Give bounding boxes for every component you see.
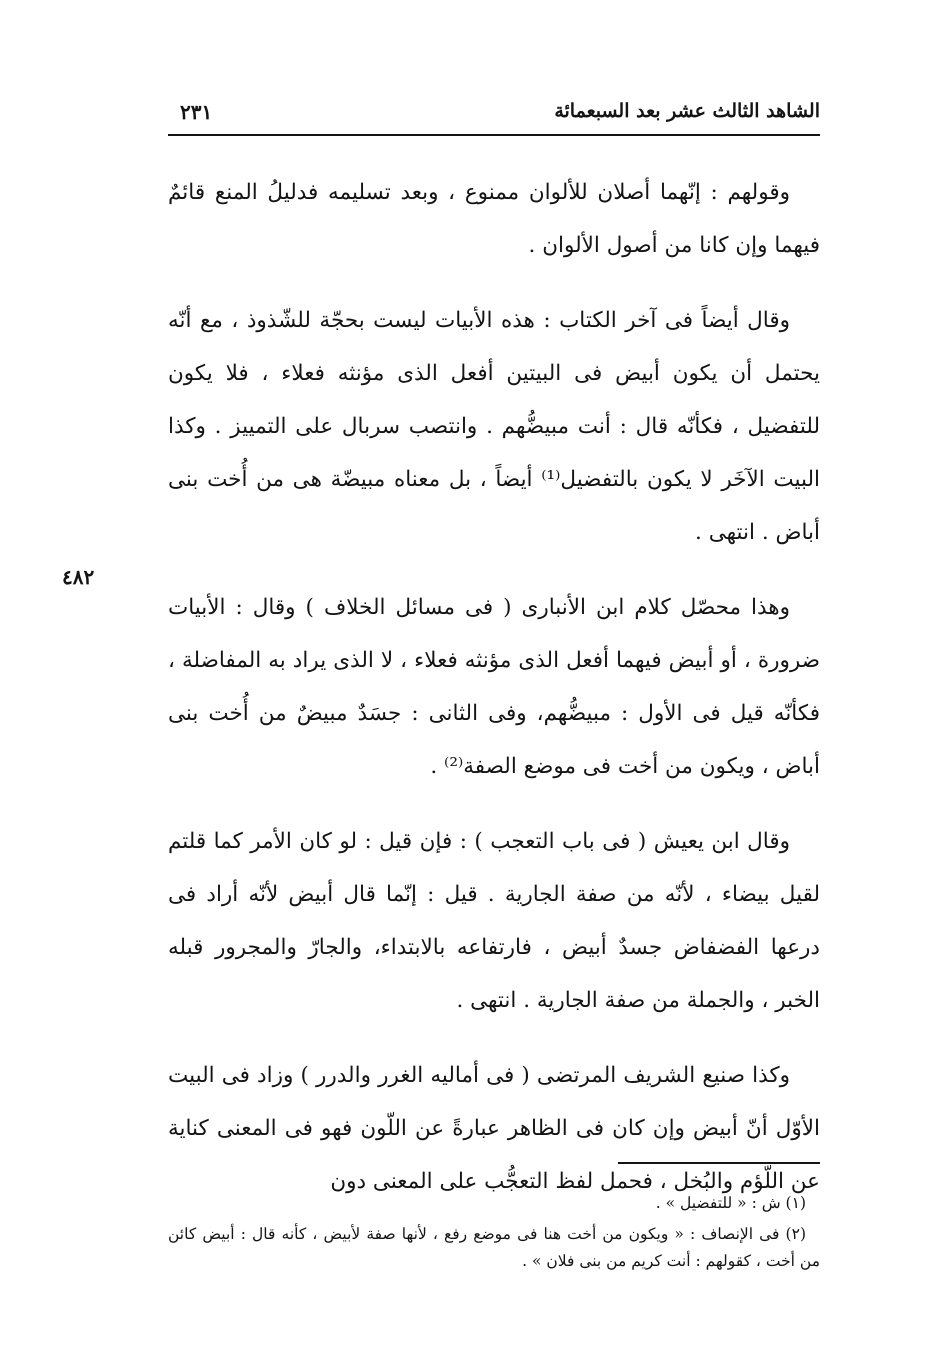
page-header	[168, 100, 820, 128]
main-text	[168, 166, 820, 1208]
footnote-rule	[618, 1162, 820, 1164]
footnotes	[168, 1190, 820, 1279]
footnote: (٢) فى الإنصاف : « ويكون من أخت هنا فى موضع رفع ، لأنها صفة لأبيض ، كأنه قال : أبيض كائن من أخت ، كقولهم : أنت كريم من بنى فلان » .	[168, 1225, 820, 1270]
paragraph: وقال أيضاً فى آخر الكتاب : هذه الأبيات ليست بحجّة للشّذوذ ، مع أنّه يحتمل أن يكون أبيض فى البيتين أفعل الذى مؤنثه فعلاء ، فلا يكون للتفضيل ، فكأنّه قال : أنت مبيضُّهم . وانتصب سربال على التمييز . وكذا البيت الآخَر لا يكون بالتفضيل⁽¹⁾ أيضاً ، بل معناه مبيضّة هى من أُخت بنى أباض . انتهى .	[168, 308, 820, 545]
page-number: ٢٣١	[180, 100, 213, 124]
running-title: الشاهد الثالث عشر بعد السبعمائة	[554, 100, 820, 122]
paragraph: وكذا صنيع الشريف المرتضى ( فى أماليه الغرر والدرر ) وزاد فى البيت الأوّل أنّ أبيض وإن كان فى الظاهر عبارةً عن اللّون فهو فى المعنى كناية عن اللّؤم والبُخل ، فحمل لفظ التعجُّب على المعنى دون	[168, 1063, 820, 1194]
paragraph: وقولهم : إنّهما أصلان للألوان ممنوع ، وبعد تسليمه فدليلُ المنع قائمٌ فيهما وإن كانا من أصول الألوان .	[168, 180, 820, 258]
paragraph: وقال ابن يعيش ( فى باب التعجب ) : فإن قيل : لو كان الأمر كما قلتم لقيل بيضاء ، لأنّه من صفة الجارية . قيل : إنّما قال أبيض لأنّه أراد فى درعها الفضفاض جسدٌ أبيض ، فارتفاعه بالابتداء، والجارّ والمجرور قبله الخبر ، والجملة من صفة الجارية . انتهى .	[168, 829, 820, 1013]
header-rule	[168, 134, 820, 136]
paragraph: وهذا محصّل كلام ابن الأنبارى ( فى مسائل الخلاف ) وقال : الأبيات ضرورة ، أو أبيض فيهما أفعل الذى مؤنثه فعلاء ، لا الذى يراد به المفاضلة ، فكأنّه قيل فى الأول : مبيضُّهم، وفى الثانى : جسَدٌ مبيضٌ من أُخت بنى أباض ، ويكون من أخت فى موضع الصفة⁽²⁾ .	[168, 595, 820, 779]
footnote: (١) ش : « للتفضيل » .	[655, 1194, 806, 1212]
margin-reference-number: ٤٨٢	[62, 565, 95, 589]
